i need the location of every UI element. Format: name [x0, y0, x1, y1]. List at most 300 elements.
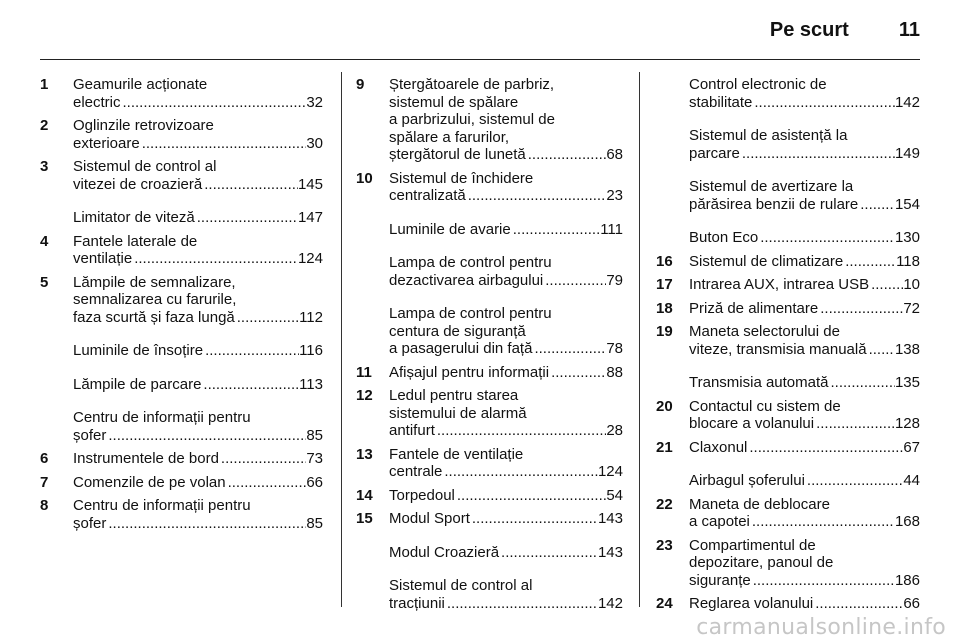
index-entry	[656, 253, 920, 271]
entry-last-line	[389, 221, 623, 239]
entry-text-line: ventilație	[73, 250, 133, 267]
entry-text-line: Maneta de deblocare	[689, 495, 830, 513]
entry-last-line	[73, 250, 323, 268]
entry-page-ref: 116	[299, 342, 323, 359]
dot-leader	[499, 544, 598, 562]
entry-page-ref: 85	[306, 426, 323, 444]
entry-body	[689, 472, 920, 490]
index-entry	[656, 595, 920, 613]
entry-last-line	[73, 309, 323, 327]
entry-text-line: centralizată	[389, 187, 466, 204]
entry-last-line	[389, 544, 623, 562]
entry-number	[40, 409, 73, 444]
entry-last-line	[73, 94, 323, 112]
entry-body	[73, 233, 323, 268]
index-entry	[656, 276, 920, 294]
index-entry	[356, 487, 623, 505]
entry-body	[73, 474, 323, 492]
entry-text-line: antifurt	[389, 422, 435, 439]
dot-leader	[867, 341, 895, 359]
dot-leader	[752, 94, 895, 112]
entry-text-line: siguranțe	[689, 571, 751, 589]
entry-number	[356, 305, 389, 358]
dot-leader	[132, 250, 298, 268]
entry-text-line: ștergătorul de lunetă	[389, 146, 526, 163]
entry-text-line: Sistemul de control al	[73, 158, 217, 175]
dot-leader	[466, 187, 607, 205]
entry-text-line: Intrarea AUX, intrarea USB	[689, 276, 870, 293]
entry-text-line: Centru de informații pentru	[73, 497, 251, 514]
entry-body	[689, 253, 920, 271]
entry-page-ref: 128	[894, 415, 920, 432]
dot-leader	[511, 221, 600, 239]
entry-text-line: electric	[73, 93, 121, 111]
entry-number: 11	[356, 363, 372, 381]
dot-leader	[843, 253, 896, 271]
entry-body	[73, 409, 323, 444]
index-entry	[656, 496, 920, 531]
entry-text-line: Geamurile acționate	[73, 76, 208, 93]
page-number: 11	[898, 18, 920, 41]
dot-leader	[814, 415, 895, 433]
dot-leader	[106, 515, 306, 533]
index-entry	[356, 387, 623, 440]
entry-number: 22	[656, 495, 673, 513]
entry-number	[656, 127, 689, 162]
dot-leader	[435, 422, 606, 440]
entry-page-ref: 85	[306, 514, 323, 532]
entry-number	[40, 376, 73, 394]
entry-text-line: Claxonul	[689, 438, 748, 456]
column-divider	[639, 72, 640, 607]
entry-last-line	[73, 135, 323, 153]
entry-body	[389, 544, 623, 562]
entry-text-line: dezactivarea airbagului	[389, 271, 544, 289]
index-entry	[656, 229, 920, 247]
entry-text-line: stabilitate	[689, 93, 753, 111]
entry-last-line	[389, 187, 623, 205]
entry-text-line: părăsirea benzii de rulare	[689, 195, 859, 213]
entry-number: 3	[40, 158, 49, 175]
entry-text-line: Oglinzile retrovizoare	[73, 117, 214, 134]
entry-last-line	[689, 513, 920, 531]
entry-page-ref: 78	[606, 340, 623, 357]
entry-body	[689, 496, 920, 531]
entry-text-line: Ledul pentru starea	[389, 387, 519, 404]
dot-leader	[235, 309, 299, 327]
entry-text-line: Lampa de control pentru	[389, 254, 552, 271]
entry-body	[689, 439, 920, 457]
entry-number: 4	[40, 232, 49, 250]
entry-text-line: vitezei de croazieră	[73, 175, 203, 193]
entry-number	[356, 577, 389, 612]
entry-body	[689, 374, 920, 392]
index-entry	[356, 305, 623, 358]
entry-page-ref: 135	[894, 374, 920, 391]
entry-number: 21	[656, 438, 673, 456]
entry-last-line	[73, 176, 323, 194]
entry-last-line	[689, 439, 920, 457]
entry-text-line: Torpedoul	[389, 486, 455, 504]
entry-number: 9	[356, 76, 365, 93]
entry-last-line	[689, 341, 920, 359]
index-entry	[40, 376, 323, 394]
entry-text-line: Lămpile de parcare	[73, 375, 202, 393]
entry-number: 2	[40, 117, 49, 134]
entry-last-line	[389, 272, 623, 290]
entry-body	[389, 76, 623, 164]
dot-leader	[201, 376, 299, 394]
dot-leader	[543, 272, 606, 290]
entry-text-line: Comenzile de pe volan	[73, 473, 226, 491]
entry-page-ref: 124	[597, 463, 623, 480]
entry-text-line: Modul Sport	[389, 510, 470, 527]
dot-leader	[747, 439, 903, 457]
entry-page-ref: 68	[606, 146, 623, 163]
entry-text-line: viteze, transmisia manuală	[689, 340, 867, 358]
entry-number	[656, 472, 689, 490]
entry-page-ref: 30	[306, 134, 323, 152]
entry-last-line	[689, 145, 920, 163]
entry-body	[389, 510, 623, 528]
page-title: Pe scurt	[769, 18, 849, 41]
entry-page-ref: 111	[600, 220, 623, 238]
entry-last-line	[73, 376, 323, 394]
entry-last-line	[689, 374, 920, 392]
entry-body	[73, 158, 323, 193]
entry-text-line: Maneta selectorului de	[689, 323, 840, 340]
entry-body	[389, 254, 623, 289]
entry-page-ref: 28	[606, 422, 623, 439]
entry-body	[689, 178, 920, 213]
index-entry	[40, 76, 323, 111]
entry-text-line: a parbrizului, sistemul de	[389, 111, 555, 128]
entry-body	[689, 76, 920, 111]
entry-page-ref: 73	[306, 450, 323, 467]
entry-last-line	[689, 472, 920, 490]
entry-body	[73, 209, 323, 227]
entry-text-line: spălare a farurilor,	[389, 128, 510, 146]
entry-body	[389, 305, 623, 358]
entry-text-line: Lămpile de semnalizare,	[73, 273, 236, 291]
entry-last-line	[389, 422, 623, 440]
entry-body	[689, 229, 920, 247]
index-entry	[656, 76, 920, 111]
entry-number: 8	[40, 497, 49, 514]
entry-text-line: exterioare	[73, 134, 140, 152]
entry-last-line	[389, 510, 623, 528]
entry-body	[73, 376, 323, 394]
entry-page-ref: 138	[894, 340, 920, 358]
entry-text-line: Ștergătoarele de parbriz,	[389, 76, 555, 93]
entry-last-line	[389, 364, 623, 382]
entry-body	[389, 364, 623, 382]
entry-text-line: Priză de alimentare	[689, 299, 819, 317]
index-entry	[656, 374, 920, 392]
entry-number	[656, 229, 689, 247]
entry-text-line: faza scurtă și faza lungă	[73, 308, 235, 326]
entry-last-line	[689, 572, 920, 590]
entry-page-ref: 124	[297, 250, 323, 267]
dot-leader	[526, 146, 607, 164]
entry-text-line: Limitator de viteză	[73, 209, 195, 226]
index-entry	[656, 537, 920, 590]
entry-text-line: Instrumentele de bord	[73, 450, 219, 467]
dot-leader	[751, 572, 895, 590]
entry-number	[40, 209, 73, 227]
entry-number: 17	[656, 276, 673, 293]
entry-last-line	[689, 253, 920, 271]
entry-number: 7	[40, 473, 49, 491]
entry-text-line: blocare a volanului	[689, 415, 815, 432]
index-column-1	[40, 76, 323, 538]
entry-page-ref: 88	[606, 363, 623, 381]
entry-last-line	[73, 209, 323, 227]
index-entry	[40, 209, 323, 227]
entry-text-line: Fantele laterale de	[73, 232, 198, 250]
entry-number	[40, 342, 73, 360]
entry-text-line: centura de siguranță	[389, 322, 526, 340]
entry-body	[389, 446, 623, 481]
entry-body	[689, 276, 920, 294]
entry-number	[656, 76, 689, 111]
entry-page-ref: 66	[306, 473, 323, 491]
entry-text-line: Fantele de ventilație	[389, 445, 524, 463]
entry-page-ref: 118	[896, 252, 920, 270]
entry-page-ref: 112	[299, 308, 323, 326]
entry-page-ref: 23	[606, 187, 623, 204]
entry-text-line: Luminile de avarie	[389, 220, 511, 238]
entry-number: 20	[656, 397, 673, 415]
index-entry	[356, 510, 623, 528]
entry-page-ref: 72	[903, 299, 920, 317]
entry-number: 13	[356, 445, 373, 463]
entry-page-ref: 145	[297, 175, 323, 193]
entry-text-line: Transmisia automată	[689, 374, 829, 391]
entry-last-line	[73, 342, 323, 360]
entry-page-ref: 168	[894, 513, 920, 530]
dot-leader	[532, 340, 606, 358]
index-entry	[356, 364, 623, 382]
entry-text-line: semnalizarea cu farurile,	[73, 291, 237, 308]
dot-leader	[470, 510, 598, 528]
entry-number	[656, 374, 689, 392]
index-entry	[656, 323, 920, 358]
entry-last-line	[689, 300, 920, 318]
entry-page-ref: 147	[297, 209, 323, 226]
entry-number	[656, 178, 689, 213]
entry-number: 24	[656, 595, 673, 612]
entry-body	[73, 76, 323, 111]
index-entry	[356, 76, 623, 164]
entry-page-ref: 143	[597, 543, 623, 561]
entry-text-line: Sistemul de control al	[389, 577, 533, 594]
entry-body	[689, 595, 920, 613]
entry-body	[389, 221, 623, 239]
entry-text-line: Sistemul de climatizare	[689, 252, 844, 270]
entry-text-line: tracțiunii	[389, 594, 445, 612]
index-entry	[356, 254, 623, 289]
entry-last-line	[389, 595, 623, 613]
entry-text-line: Contactul cu sistem de	[689, 397, 841, 415]
entry-number	[356, 254, 389, 289]
entry-page-ref: 154	[894, 195, 920, 213]
dot-leader	[202, 176, 298, 194]
index-entry	[656, 439, 920, 457]
entry-last-line	[73, 427, 323, 445]
dot-leader	[869, 276, 903, 294]
entry-body	[389, 487, 623, 505]
entry-page-ref: 44	[903, 472, 920, 489]
entry-body	[73, 274, 323, 327]
entry-number: 19	[656, 323, 673, 340]
entry-last-line	[389, 146, 623, 164]
entry-last-line	[689, 229, 920, 247]
entry-number: 1	[40, 76, 49, 93]
dot-leader	[813, 595, 903, 613]
dot-leader	[805, 472, 903, 490]
page-header	[770, 14, 920, 46]
entry-body	[73, 450, 323, 468]
index-entry	[656, 472, 920, 490]
column-divider	[341, 72, 342, 607]
entry-last-line	[689, 94, 920, 112]
index-entry	[40, 474, 323, 492]
entry-page-ref: 54	[606, 486, 623, 504]
entry-last-line	[689, 196, 920, 214]
entry-text-line: centrale	[389, 463, 443, 480]
entry-last-line	[389, 463, 623, 481]
index-entry	[40, 409, 323, 444]
entry-body	[73, 342, 323, 360]
index-entry	[356, 221, 623, 239]
dot-leader	[140, 135, 307, 153]
entry-number: 18	[656, 299, 673, 317]
index-column-2	[356, 76, 623, 618]
entry-text-line: șofer	[73, 514, 107, 532]
dot-leader	[106, 427, 306, 445]
dot-leader	[442, 463, 598, 481]
entry-number: 23	[656, 536, 673, 554]
entry-body	[389, 387, 623, 440]
entry-text-line: Airbagul șoferului	[689, 472, 805, 489]
entry-text-line: Sistemul de închidere	[389, 169, 534, 187]
entry-text-line: a capotei	[689, 513, 750, 530]
dot-leader	[549, 364, 606, 382]
entry-number: 14	[356, 486, 373, 504]
entry-number: 12	[356, 387, 373, 404]
dot-leader	[858, 196, 895, 214]
index-entry	[356, 544, 623, 562]
entry-body	[689, 323, 920, 358]
entry-number: 6	[40, 450, 49, 467]
dot-leader	[195, 209, 298, 227]
entry-text-line: Sistemul de asistență la	[689, 127, 848, 144]
entry-text-line: sistemul de spălare	[389, 93, 519, 111]
entry-last-line	[389, 340, 623, 358]
index-entry	[40, 450, 323, 468]
entry-text-line: Compartimentul de	[689, 536, 816, 554]
entry-text-line: șofer	[73, 426, 107, 444]
index-entry	[40, 117, 323, 152]
index-entry	[40, 158, 323, 193]
entry-last-line	[73, 474, 323, 492]
index-entry	[356, 577, 623, 612]
entry-page-ref: 79	[606, 271, 623, 289]
entry-page-ref: 142	[894, 93, 920, 111]
index-entry	[356, 446, 623, 481]
entry-text-line: sistemului de alarmă	[389, 404, 527, 422]
entry-page-ref: 67	[903, 438, 920, 456]
watermark: carmanualsonline.info	[696, 615, 946, 640]
entry-text-line: depozitare, panoul de	[689, 554, 834, 571]
entry-body	[389, 170, 623, 205]
entry-text-line: a pasagerului din față	[389, 340, 533, 357]
entry-page-ref: 142	[597, 594, 623, 612]
entry-last-line	[689, 276, 920, 294]
entry-text-line: Sistemul de avertizare la	[689, 178, 854, 195]
index-entry	[656, 300, 920, 318]
entry-last-line	[689, 415, 920, 433]
entry-page-ref: 66	[903, 595, 920, 612]
entry-page-ref: 186	[894, 571, 920, 589]
entry-body	[689, 398, 920, 433]
entry-page-ref: 143	[597, 510, 623, 527]
entry-text-line: Modul Croazieră	[389, 543, 500, 561]
dot-leader	[203, 342, 299, 360]
entry-body	[689, 537, 920, 590]
entry-body	[689, 127, 920, 162]
header-rule	[40, 59, 920, 60]
entry-body	[73, 117, 323, 152]
index-entry	[40, 497, 323, 532]
entry-text-line: Control electronic de	[689, 76, 827, 93]
dot-leader	[758, 229, 895, 247]
entry-page-ref: 149	[894, 144, 920, 162]
dot-leader	[455, 487, 606, 505]
index-entry	[40, 342, 323, 360]
entry-text-line: Reglarea volanului	[689, 595, 814, 612]
dot-leader	[818, 300, 903, 318]
entry-text-line: parcare	[689, 144, 740, 162]
entry-number: 5	[40, 273, 49, 291]
entry-last-line	[389, 487, 623, 505]
entry-number: 10	[356, 169, 373, 187]
dot-leader	[121, 94, 307, 112]
index-column-3	[656, 76, 920, 619]
entry-body	[73, 497, 323, 532]
dot-leader	[219, 450, 306, 468]
entry-number	[356, 221, 389, 239]
dot-leader	[829, 374, 895, 392]
index-entry	[40, 233, 323, 268]
entry-text-line: Luminile de însoțire	[73, 342, 204, 359]
entry-body	[389, 577, 623, 612]
entry-text-line: Lampa de control pentru	[389, 305, 552, 322]
entry-number: 16	[656, 252, 673, 270]
entry-number: 15	[356, 510, 373, 527]
entry-text-line: Centru de informații pentru	[73, 409, 251, 426]
dot-leader	[740, 145, 895, 163]
entry-text-line: Buton Eco	[689, 229, 759, 246]
entry-page-ref: 32	[306, 93, 323, 111]
dot-leader	[226, 474, 307, 492]
entry-last-line	[689, 595, 920, 613]
index-entry	[40, 274, 323, 327]
entry-text-line: Afișajul pentru informații	[389, 363, 550, 381]
index-entry	[656, 127, 920, 162]
entry-number	[356, 544, 389, 562]
